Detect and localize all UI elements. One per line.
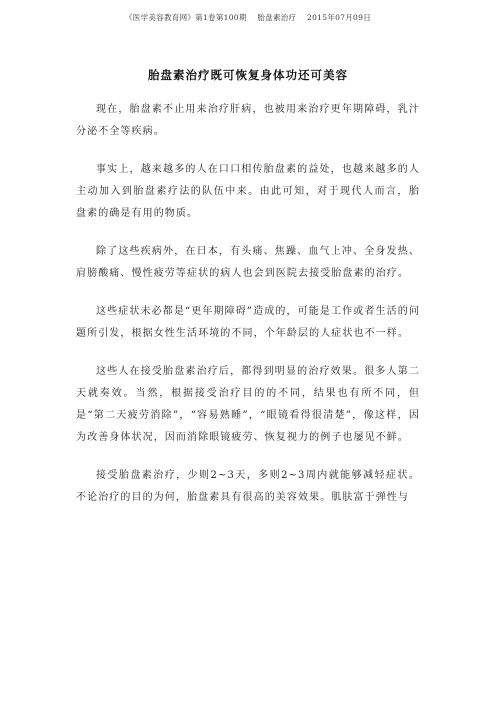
paragraph: 这些症状未必都是“更年期障碍”造成的，可能是工作或者生活的问题所引发，根据女性生活环境的不同，个年龄层的人症状也不一样。 bbox=[76, 306, 420, 339]
section-name: 胎盘素治疗 bbox=[257, 13, 297, 22]
paragraph: 事实上，越来越多的人在口口相传胎盘素的益处，也越来越多的人主动加入到胎盘素疗法的队伍中来。由此可知，对于现代人而言，胎盘素的确是有用的物质。 bbox=[76, 164, 420, 219]
running-header bbox=[0, 12, 496, 23]
paragraph: 这些人在接受胎盘素治疗后，都得到明显的治疗效果。很多人第二天就奏效。当然，根据接受治疗目的的不同，结果也有所不同，但是“第二天疲劳消除”，“容易熟睡”，“眼镜看得很清楚”，像这样，因为改善身体状况，因而消除眼镜疲劳、恢复视力的例子也屡见不鲜。 bbox=[76, 366, 420, 443]
article-title: 胎盘素治疗既可恢复身体功还可美容 bbox=[148, 68, 348, 82]
issue-date: 2015年07月09日 bbox=[307, 13, 372, 22]
journal-name: 《医学美容教育网》第1卷第100期 bbox=[124, 13, 247, 22]
paragraph: 接受胎盘素治疗，少则2~3天，多则2~3周内就能够减轻症状。不论治疗的目的为何，胎盘素具有很高的美容效果。肌肤富于弹性与 bbox=[76, 470, 420, 503]
paragraph: 现在，胎盘素不止用来治疗肝病，也被用来治疗更年期障碍，乳汁分泌不全等疾病。 bbox=[76, 104, 420, 137]
article-body bbox=[76, 99, 420, 525]
paragraph: 除了这些疾病外，在日本，有头痛、焦躁、血气上冲、全身发热、肩膀酸痛、慢性疲劳等症状的病人也会到医院去接受胎盘素的治疗。 bbox=[76, 246, 420, 279]
